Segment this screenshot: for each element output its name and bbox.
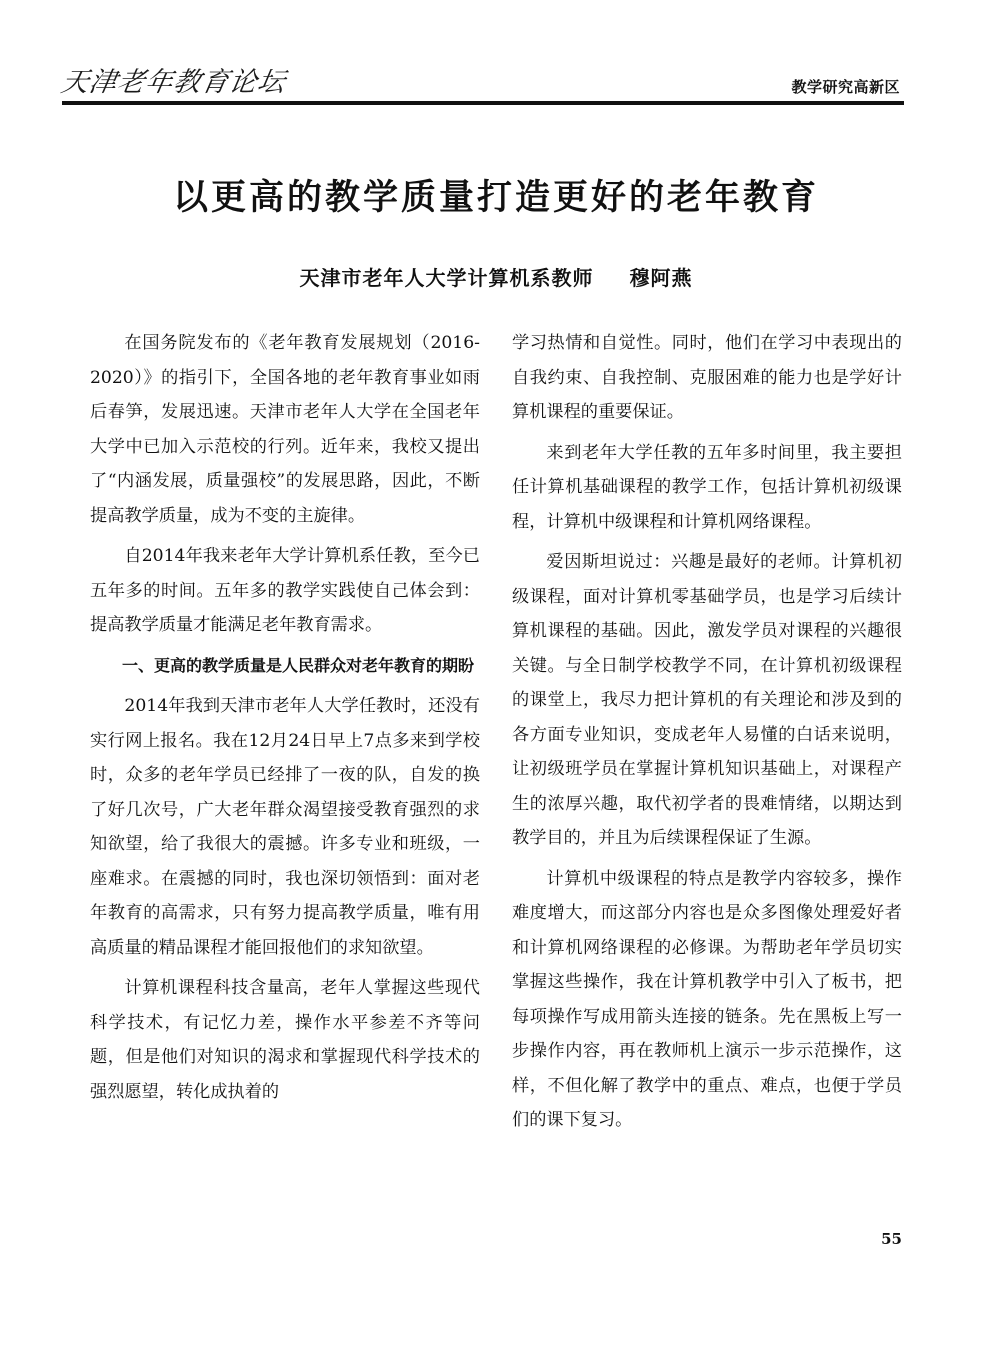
paragraph: 来到老年大学任教的五年多时间里，我主要担任计算机基础课程的教学工作，包括计算机初级课程，计算机中级课程和计算机网络课程。 — [512, 442, 902, 532]
paragraph: 在国务院发布的《老年教育发展规划（2016-2020）》的指引下，全国各地的老年教育事业如雨后春笋，发展迅速。天津市老年人大学在全国老年大学中已加入示范校的行列。近年来，我校又提出了“内涵发展，质量强校”的发展思路，因此，不断提高教学质量，成为不变的主旋律。 — [90, 333, 480, 526]
header-rule — [62, 101, 904, 105]
paragraph-continued: 学习热情和自觉性。同时，他们在学习中表现出的自我约束、自我控制、克服困难的能力也是学好计算机课程的重要保证。 — [512, 333, 902, 422]
article-title: 以更高的教学质量打造更好的老年教育 — [172, 178, 819, 218]
author-name: 穆阿燕 — [629, 266, 693, 290]
paragraph: 2014年我到天津市老年人大学任教时，还没有实行网上报名。我在12月24日早上7点多来到学校时，众多的老年学员已经排了一夜的队，自发的换了好几次号，广大老年群众渴望接受教育强烈的求知欲望，给了我很大的震撼。许多专业和班级，一座难求。在震撼的同时，我也深切领悟到：面对老年教育的高需求，只有努力提高教学质量，唯有用高质量的精品课程才能回报他们的求知欲望。 — [90, 696, 480, 958]
left-column — [90, 326, 480, 1115]
right-column — [512, 326, 902, 1144]
section-label: 教学研究高新区 — [791, 78, 900, 96]
paragraph: 爱因斯坦说过：兴趣是最好的老师。计算机初级课程，面对计算机零基础学员，也是学习后续计算机课程的基础。因此，激发学员对课程的兴趣很关键。与全日制学校教学不同，在计算机初级课程的课堂上，我尽力把计算机的有关理论和涉及到的各方面专业知识，变成老年人易懂的白话来说明，让初级班学员在掌握计算机知识基础上，对课程产生的浓厚兴趣，取代初学者的畏难情绪，以期达到教学目的，并且为后续课程保证了生源。 — [512, 552, 902, 848]
author-affiliation: 天津市老年人大学计算机系教师 — [299, 266, 594, 290]
page-number: 55 — [881, 1230, 902, 1248]
paragraph: 计算机中级课程的特点是教学内容较多，操作难度增大，而这部分内容也是众多图像处理爱好者和计算机网络课程的必修课。为帮助老年学员切实掌握这些操作，我在计算机教学中引入了板书，把每项操作写成用箭头连接的链条。先在黑板上写一步操作内容，再在教师机上演示一步示范操作，这样，不但化解了教学中的重点、难点，也便于学员们的课下复习。 — [512, 868, 902, 1130]
journal-logo: 天津老年教育论坛 — [58, 67, 289, 98]
paragraph: 自2014年我来老年大学计算机系任教，至今已五年多的时间。五年多的教学实践使自己体会到：提高教学质量才能满足老年教育需求。 — [90, 546, 480, 635]
byline — [0, 262, 992, 291]
section-heading: 一、更高的教学质量是人民群众对老年教育的期盼 — [122, 655, 475, 675]
paragraph: 计算机课程科技含量高，老年人掌握这些现代科学技术，有记忆力差，操作水平参差不齐等问题，但是他们对知识的渴求和掌握现代科学技术的强烈愿望，转化成执着的 — [90, 978, 480, 1102]
